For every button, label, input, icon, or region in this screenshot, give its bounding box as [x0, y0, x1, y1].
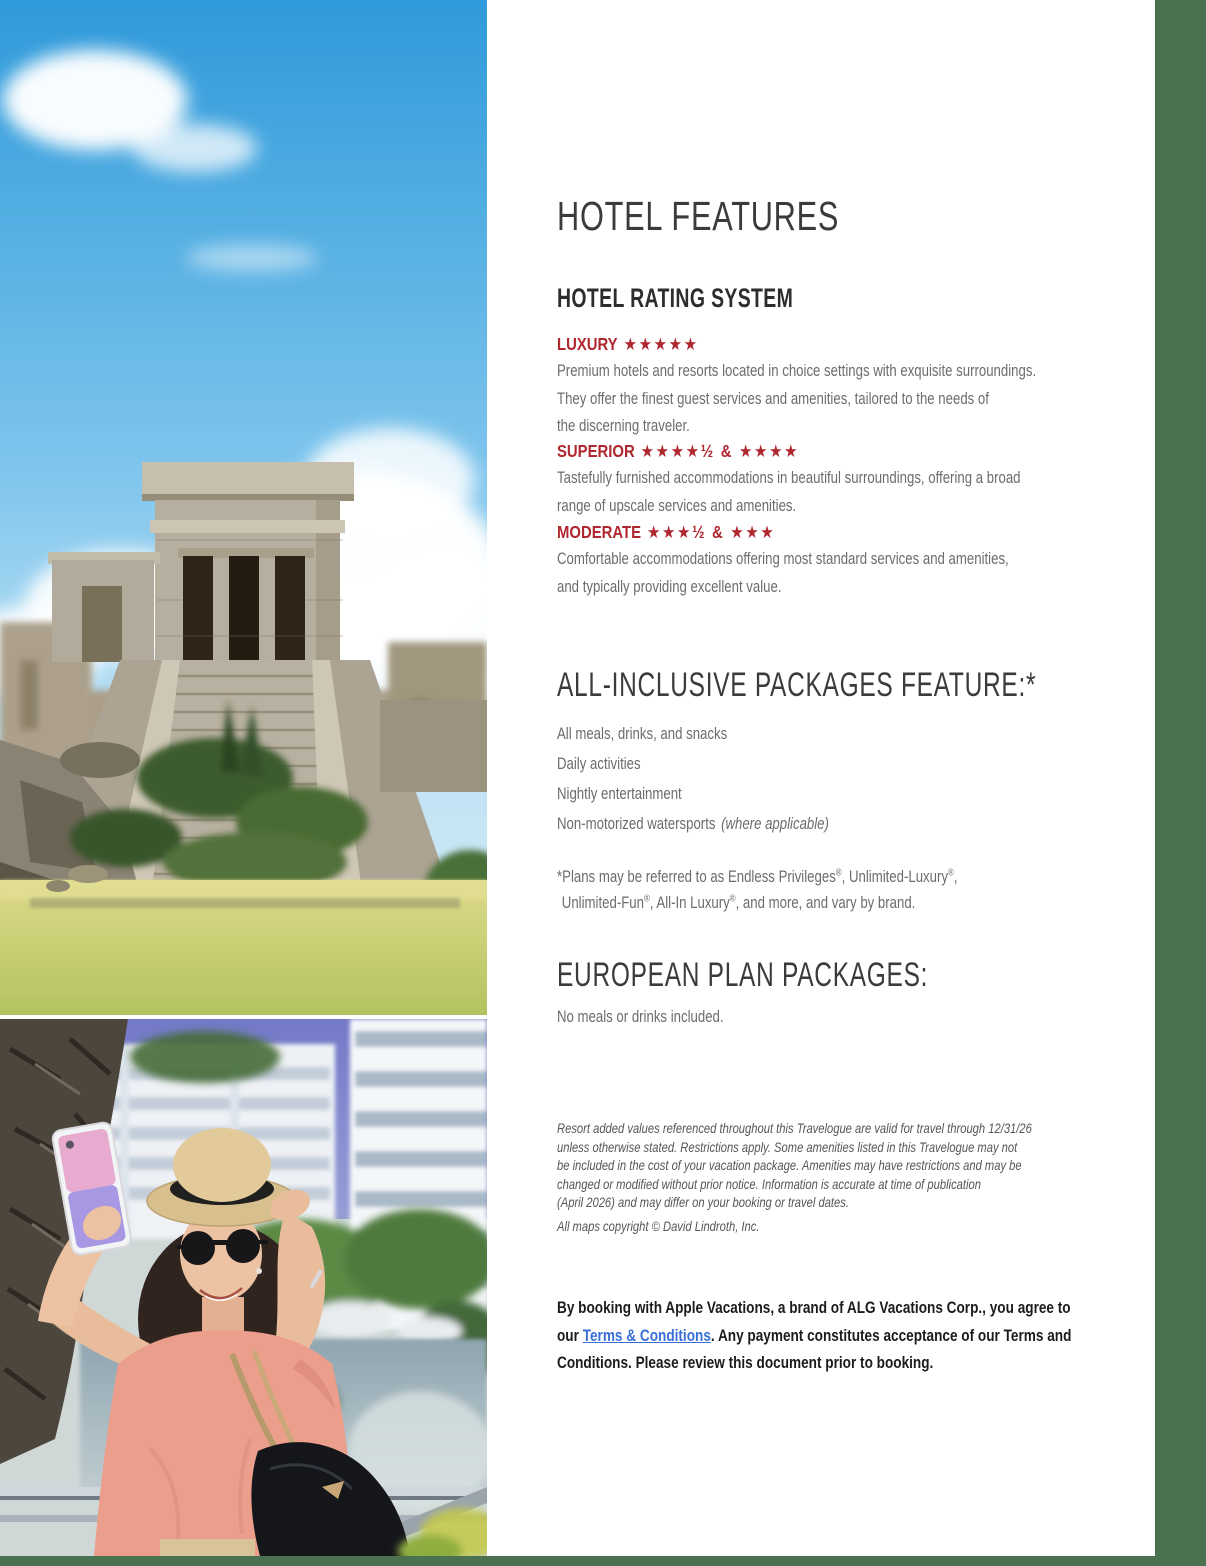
text-line: They offer the finest guest services and amenities, tailored to the needs of: [557, 389, 989, 408]
list-item-text: Non-motorized watersports: [557, 815, 716, 833]
fine-print-line: be included in the cost of your vacation package. Amenities may have restrictions and may be: [557, 1157, 1022, 1174]
all-inclusive-heading: ALL-INCLUSIVE PACKAGES FEATURE:*: [557, 666, 1037, 704]
fine-print-line: Resort added values referenced throughout this Travelogue are valid for travel through 12/31/26: [557, 1120, 1032, 1136]
selfie-photo: [0, 1019, 487, 1556]
list-item: Daily activities: [557, 755, 641, 773]
legal-fine-print: [557, 1119, 1032, 1236]
mayan-ruins-illustration: [0, 0, 487, 1015]
list-item: All meals, drinks, and snacks: [557, 725, 728, 743]
rating-system-heading: HOTEL RATING SYSTEM: [557, 283, 794, 313]
tier-luxury-description: [557, 358, 1036, 441]
luxury-stars-icon: ★★★★★: [623, 334, 699, 354]
tier-luxury-heading: [557, 333, 1066, 355]
text-line: Comfortable accommodations offering most standard services and amenities,: [557, 550, 1009, 568]
text-line: and typically providing excellent value.: [557, 577, 782, 596]
list-item: [557, 809, 829, 839]
text-line: No meals or drinks included.: [557, 1008, 724, 1026]
tier-superior-label: SUPERIOR: [557, 441, 635, 461]
selfie-illustration: [0, 1019, 487, 1556]
maps-copyright: All maps copyright © David Lindroth, Inc.: [557, 1217, 760, 1234]
mayan-ruins-photo: [0, 0, 487, 1015]
fine-print-line: changed or modified without prior notice. Information is accurate at time of publication: [557, 1175, 981, 1192]
text-line: Tastefully furnished accommodations in beautiful surroundings, offering a broad: [557, 469, 1021, 487]
tier-moderate-heading: [557, 521, 1037, 543]
european-plan-body: [557, 1004, 724, 1032]
fine-print-line: (April 2026) and may differ on your booking or travel dates.: [557, 1194, 849, 1211]
list-item: Nightly entertainment: [557, 785, 682, 803]
list-item-note: (where applicable): [721, 815, 829, 833]
moderate-stars-icon: ★★★½ & ★★★: [646, 522, 776, 542]
booking-line: [557, 1322, 1071, 1350]
european-plan-heading: EUROPEAN PLAN PACKAGES:: [557, 956, 929, 994]
all-inclusive-list: [557, 719, 829, 839]
text-line: range of upscale services and amenities.: [557, 496, 797, 515]
hat-crown: [173, 1128, 271, 1202]
booking-text: . Any payment constitutes acceptance of our Terms and: [710, 1325, 1072, 1345]
tier-luxury: [557, 333, 1156, 441]
stone: [68, 865, 108, 883]
page-content: [557, 0, 1167, 1566]
terms-conditions-link[interactable]: Terms & Conditions: [582, 1325, 711, 1345]
text-line: Premium hotels and resorts located in choice settings with exquisite surroundings.: [557, 362, 1037, 380]
footnote-line: *Plans may be referred to as Endless Privileges®, Unlimited-Luxury®,: [557, 867, 958, 886]
tier-superior-description: [557, 465, 1021, 520]
page-title: HOTEL FEATURES: [557, 193, 840, 239]
tier-superior: [557, 440, 1136, 520]
fine-print-line: unless otherwise stated. Restrictions apply. Some amenities listed in this Travelogue may not: [557, 1138, 1018, 1155]
booking-text: our: [557, 1325, 583, 1345]
booking-terms-paragraph: [557, 1294, 1071, 1377]
footnote-line: Unlimited-Fun®, All-In Luxury®, and more, and vary by brand.: [561, 893, 916, 912]
tier-superior-heading: [557, 440, 1049, 462]
tier-moderate: [557, 521, 1122, 601]
tier-luxury-label: LUXURY: [557, 334, 618, 354]
tier-moderate-description: [557, 546, 1009, 601]
booking-line: Conditions. Please review this document prior to booking.: [557, 1353, 934, 1372]
skirt: [160, 1539, 255, 1556]
tier-moderate-label: MODERATE: [557, 522, 642, 542]
booking-line: By booking with Apple Vacations, a brand of ALG Vacations Corp., you agree to: [557, 1298, 1071, 1317]
text-line: the discerning traveler.: [557, 417, 690, 435]
plans-footnote: [557, 864, 958, 916]
superior-stars-icon: ★★★★½ & ★★★★: [640, 441, 800, 461]
